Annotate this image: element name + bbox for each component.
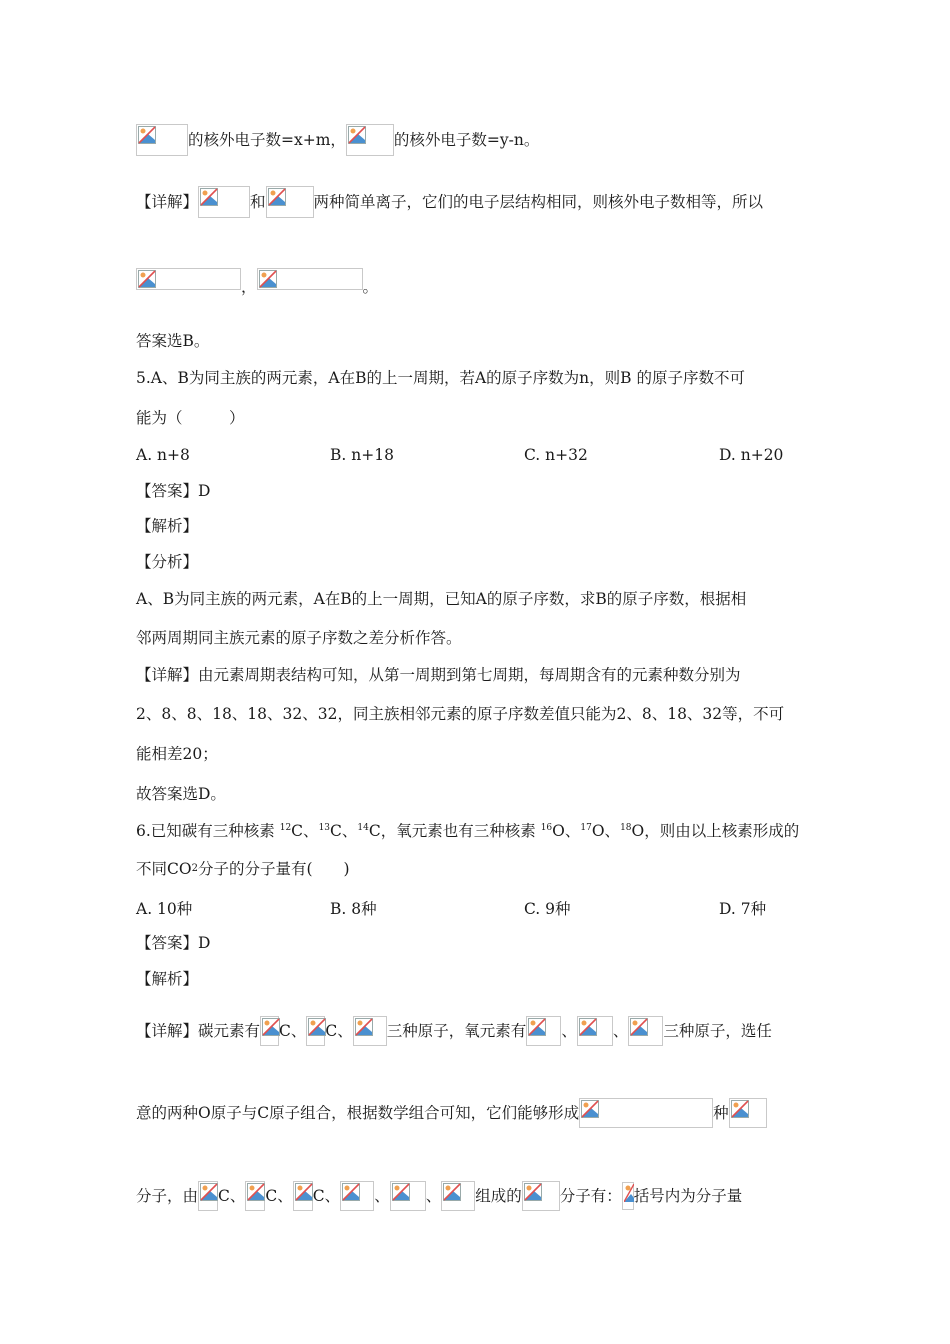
formula-image (729, 1098, 767, 1128)
formula-image (136, 268, 241, 290)
broken-image-icon (259, 270, 277, 288)
broken-image-icon (138, 126, 156, 144)
isotope-image (628, 1016, 663, 1046)
text: 。 (362, 278, 379, 296)
broken-image-icon (581, 1100, 599, 1118)
text: 两种简单离子，它们的电子层结构相同，则核外电子数相等，所以 (313, 193, 764, 211)
broken-image-icon (355, 1018, 373, 1036)
isotope-image (441, 1181, 475, 1211)
text: 氧元素也有三种核素 (396, 822, 541, 840)
broken-image-icon (579, 1018, 597, 1036)
q5-option-d: D. n+20 (719, 446, 784, 464)
isotope-image (260, 1016, 279, 1046)
isotope-image (245, 1181, 265, 1211)
answer-b: 答案选B。 (136, 332, 210, 350)
isotope-image (293, 1181, 313, 1211)
text: 的核外电子数=y-n。 (393, 131, 540, 149)
q6-option-d: D. 7种 (719, 900, 767, 918)
q6-detail-line2: 意的两种O原子与C原子组合，根据数学组合可知，它们能够形成 种 (136, 1098, 767, 1128)
text: 的核外电子数=x+m， (188, 131, 346, 149)
line-equations (136, 268, 379, 296)
q5-conclusion: 故答案选D。 (136, 785, 226, 803)
broken-image-icon (262, 1018, 280, 1036)
broken-image-icon (200, 1183, 218, 1201)
isotope: $^{18}$O， (620, 822, 660, 840)
broken-image-icon (524, 1183, 542, 1201)
q6-detail-line1: 【详解】碳元素有 C、 C、 三种原子，氧元素有 、 、 三种原子，选任 (136, 1016, 772, 1046)
isotope: $^{13}$C、 (318, 822, 358, 840)
text: 则由以上核素形成的 (659, 822, 800, 840)
text: ， (241, 278, 257, 296)
broken-image-icon (348, 126, 366, 144)
q6-detail-line3: 分子，由 C、 C、 C、 、 、 组成的 分子有： 括号内为分子量 (136, 1181, 742, 1211)
line-detail-ions (136, 186, 763, 218)
combination-image (579, 1098, 713, 1128)
q6-answer: 【答案】D (136, 934, 211, 952)
q6-option-b: B. 8种 (330, 900, 377, 918)
q5-answer: 【答案】D (136, 482, 211, 500)
q6-jiexi: 【解析】 (136, 970, 199, 988)
broken-image-icon (247, 1183, 265, 1201)
formula-image (136, 124, 188, 156)
q5-fenxi: 【分析】 (136, 553, 199, 571)
isotope: $^{12}$C、 (279, 822, 319, 840)
broken-image-icon (630, 1018, 648, 1036)
formula-image (522, 1181, 560, 1211)
broken-image-icon (295, 1183, 313, 1201)
formula-image (198, 186, 250, 218)
isotope: $^{14}$C， (357, 822, 397, 840)
q5-analysis2: 邻两周期同主族元素的原子序数之差分析作答。 (136, 629, 462, 647)
broken-image-icon (308, 1018, 326, 1036)
q6-line2: 不同CO2分子的分子量有( ) (136, 860, 350, 878)
formula-image (266, 186, 314, 218)
line-core-electrons (136, 124, 539, 156)
q5-jiexi: 【解析】 (136, 517, 199, 535)
broken-image-icon (731, 1100, 749, 1118)
q5-analysis1: A、B为同主族的两元素，A在B的上一周期，已知A的原子序数，求B的原子序数，根据相 (136, 590, 747, 608)
detail-label: 【详解】 (136, 193, 199, 211)
q5-option-b: B. n+18 (330, 446, 394, 464)
broken-image-icon (342, 1183, 360, 1201)
text: 和 (250, 193, 266, 211)
broken-image-icon (200, 188, 218, 206)
q5-option-c: C. n+32 (524, 446, 588, 464)
q5-line1: 5.A、B为同主族的两元素，A在B的上一周期，若A的原子序数为n，则B 的原子序数不可 (136, 369, 745, 387)
isotope-image (353, 1016, 387, 1046)
formula-image (346, 124, 394, 156)
isotope-image (306, 1016, 325, 1046)
formula-image (622, 1182, 634, 1210)
broken-image-icon (624, 1184, 634, 1202)
q5-detail2: 2、8、8、18、18、32、32，同主族相邻元素的原子序数差值只能为2、8、18、32等，不可 (136, 705, 785, 723)
broken-image-icon (392, 1183, 410, 1201)
isotope-image (577, 1016, 613, 1046)
q6-line1 (136, 820, 799, 841)
q5-detail3: 能相差20； (136, 745, 218, 763)
formula-image (257, 268, 363, 290)
broken-image-icon (268, 188, 286, 206)
q6-option-a: A. 10种 (136, 900, 193, 918)
q5-detail1: 【详解】由元素周期表结构可知，从第一周期到第七周期，每周期含有的元素种数分别为 (136, 666, 741, 684)
q6-option-c: C. 9种 (524, 900, 571, 918)
broken-image-icon (138, 270, 156, 288)
text: 6.已知碳有三种核素 (136, 822, 280, 840)
isotope: $^{17}$O、 (580, 822, 621, 840)
broken-image-icon (443, 1183, 461, 1201)
isotope-image (390, 1181, 426, 1211)
q5-option-a: A. n+8 (136, 446, 190, 464)
q5-line2: 能为（ ） (136, 409, 245, 427)
isotope: $^{16}$O、 (540, 822, 581, 840)
broken-image-icon (528, 1018, 546, 1036)
isotope-image (526, 1016, 561, 1046)
isotope-image (340, 1181, 374, 1211)
isotope-image (198, 1181, 218, 1211)
